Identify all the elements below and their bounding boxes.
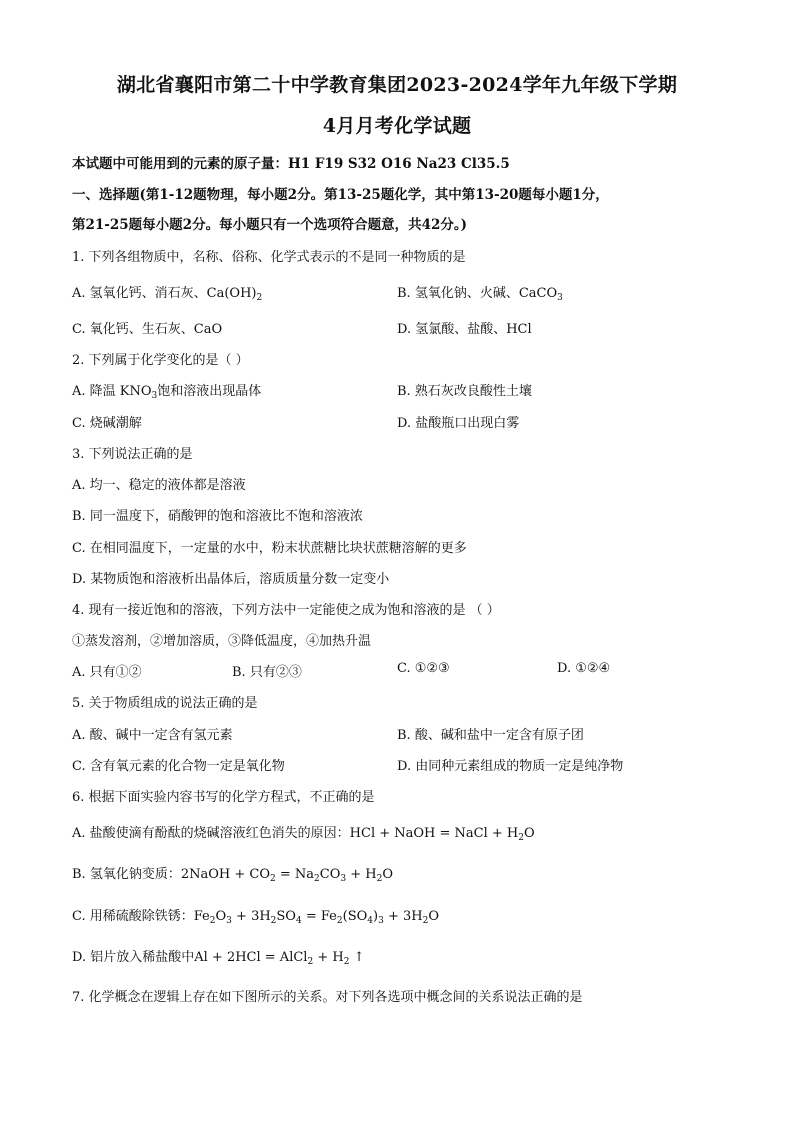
q3-stem: 3. 下列说法正确的是 xyxy=(72,447,193,462)
q2-option-c: C. 烧碱潮解 xyxy=(72,416,142,431)
q5-option-a: A. 酸、碱中一定含有氢元素 xyxy=(72,728,233,743)
q2-option-a xyxy=(72,380,261,399)
q7-stem: 7. 化学概念在逻辑上存在如下图所示的关系。对下列各选项中概念间的关系说法正确的是 xyxy=(72,990,583,1005)
q3-option-d: D. 某物质饱和溶液析出晶体后，溶质质量分数一定变小 xyxy=(72,572,390,587)
exam-title-line1: 湖北省襄阳市第二十中学教育集团2023-2024学年九年级下学期 xyxy=(116,74,678,96)
exam-title-line2: 4月月考化学试题 xyxy=(322,115,472,137)
q2-stem: 2. 下列属于化学变化的是（ ） xyxy=(72,353,249,368)
q4-option-b: B. 只有②③ xyxy=(232,665,302,680)
q2-option-b: B. 熟石灰改良酸性土壤 xyxy=(397,384,532,399)
q6-option-a-text: A. 盐酸使滴有酚酞的烧碱溶液红色消失的原因： xyxy=(72,826,350,841)
q3-option-a: A. 均一、稳定的液体都是溶液 xyxy=(72,478,246,493)
q6-option-c-equation: $Fe_2O_3 + 3H_2SO_4 = Fe_2(SO_4)_3 + 3H_2O$ xyxy=(193,909,439,926)
q1-option-c: C. 氧化钙、生石灰、CaO xyxy=(72,322,223,337)
q6-option-d xyxy=(72,946,364,965)
q2-option-a-sub: 3 xyxy=(151,391,158,401)
q3-option-b: B. 同一温度下，硝酸钾的饱和溶液比不饱和溶液浓 xyxy=(72,509,363,524)
q5-option-c: C. 含有氧元素的化合物一定是氧化物 xyxy=(72,759,285,774)
q2-option-a-post: 饱和溶液出现晶体 xyxy=(157,384,262,399)
q6-option-b-text: B. 氢氧化钠变质： xyxy=(72,867,181,882)
q6-option-c-text: C. 用稀硫酸除铁锈： xyxy=(72,909,194,924)
section-instructions-line2: 第21-25题每小题2分。每小题只有一个选项符合题意，共42分。) xyxy=(72,217,467,233)
q4-methods: ①蒸发溶剂，②增加溶质，③降低温度，④加热升温 xyxy=(72,634,372,649)
q1-option-d: D. 氢氯酸、盐酸、HCl xyxy=(397,322,532,337)
q6-option-d-text: D. 铝片放入稀盐酸中 xyxy=(72,950,195,965)
q4-stem: 4. 现有一接近饱和的溶液，下列方法中一定能使之成为饱和溶液的是 （ ） xyxy=(72,603,500,618)
q6-option-a-equation: HCl + NaOH = NaCl + $H_2O$ xyxy=(349,826,535,843)
q4-option-a: A. 只有①② xyxy=(72,665,142,680)
q6-option-b xyxy=(72,863,393,882)
q1-option-b xyxy=(397,282,563,301)
q5-option-b: B. 酸、碱和盐中一定含有原子团 xyxy=(397,728,584,743)
q1-option-a-formula: $Ca(OH)_2$ xyxy=(206,286,263,303)
q4-option-c: C. ①②③ xyxy=(397,661,450,676)
q6-option-a xyxy=(72,822,535,841)
q6-option-d-equation: Al + 2HCl = AlCl$_2$ + $H_2$ ↑ xyxy=(194,950,365,967)
q5-option-d: D. 由同种元素组成的物质一定是纯净物 xyxy=(397,759,624,774)
q2-option-d: D. 盐酸瓶口出现白雾 xyxy=(397,416,520,431)
q1-option-b-text: B. 氢氧化钠、火碱、 xyxy=(397,286,519,301)
q1-option-b-formula: CaCO$_3$ xyxy=(518,286,563,303)
q6-option-b-equation: 2NaOH + $CO_2 = Na_2CO_3 + H_2O$ xyxy=(180,867,393,884)
q3-option-c: C. 在相同温度下，一定量的水中，粉末状蔗糖比块状蔗糖溶解的更多 xyxy=(72,541,467,556)
q1-option-a-text: A. 氢氧化钙、消石灰、 xyxy=(72,286,207,301)
q2-option-a-pre: A. 降温 KNO xyxy=(72,384,152,399)
q6-option-c xyxy=(72,905,439,924)
q6-stem: 6. 根据下面实验内容书写的化学方程式，不正确的是 xyxy=(72,790,375,805)
q5-stem: 5. 关于物质组成的说法正确的是 xyxy=(72,696,258,711)
q4-option-d: D. ①②④ xyxy=(557,661,611,676)
q1-stem: 1. 下列各组物质中，名称、俗称、化学式表示的不是同一种物质的是 xyxy=(72,250,466,265)
atomic-masses-note: 本试题中可能用到的元素的原子量：H1 F19 S32 O16 Na23 Cl35.5 xyxy=(72,156,510,172)
section-instructions-line1: 一、选择题(第1-12题物理，每小题2分。第13-25题化学，其中第13-20题每小题1分， xyxy=(72,187,609,203)
q1-option-a xyxy=(72,282,262,301)
